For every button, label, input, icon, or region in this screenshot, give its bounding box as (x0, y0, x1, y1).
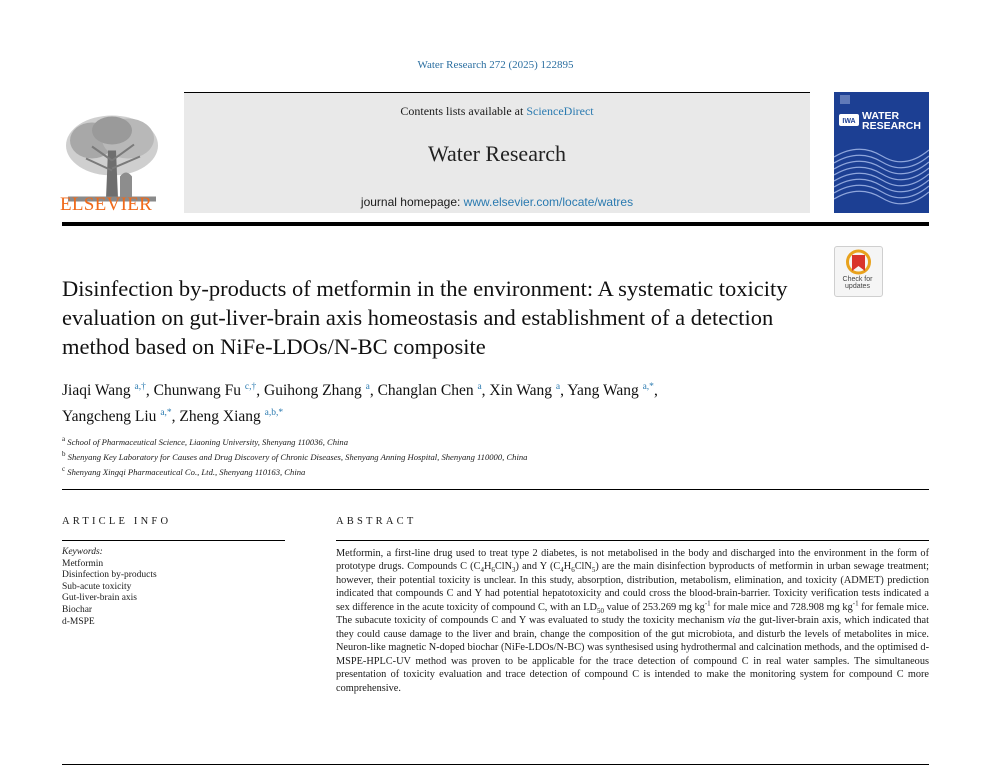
affiliation-text: Shenyang Key Laboratory for Causes and Drug Discovery of Chronic Diseases, Shenyang Anning Hospital, Shenyang 110000, China (67, 451, 528, 462)
bottom-rule (62, 764, 929, 765)
check-updates-label: Check for updates (842, 276, 873, 290)
unit-superscript: -1 (704, 599, 711, 608)
abstract-text: for female mice. The subacute toxicity of compounds C and Y was evaluated to study the toxicity mechanism (336, 601, 930, 627)
abstract-text: Metformin, a first-line drug used to treat type 2 diabetes, is not metabolised in the body and discharged into the environment in the form of prototype drugs. Compounds C ( (336, 548, 929, 573)
author-name[interactable]: Yangcheng Liu (62, 408, 157, 426)
cover-title-line1: WATER (862, 110, 900, 122)
formula-compound-y: $C_4H_6ClN_5$ (553, 561, 596, 575)
sciencedirect-link[interactable]: ScienceDirect (526, 104, 594, 118)
affiliation-text: School of Pharmaceutical Science, Liaoning University, Shenyang 110036, China (67, 436, 349, 447)
affiliation-line (62, 448, 922, 463)
abstract-text: value of 253.269 mg kg (603, 601, 705, 613)
author-affiliation-marker[interactable]: c,† (244, 382, 257, 392)
affiliation-line (62, 433, 922, 448)
abstract-text: the gut-liver-brain axis, which indicated that they could cause damage to the liver and brain, change the composition of the gut microbiota, and disturb the levels of metabolites in mice. Neuron-like magnetic N-doped biochar (NiFe-LDOs/N-BC) was synthesised using hydrothermal and calcination methods, and the optimised d-MSPE-HPLC-UV method was proven to be applicable for the trace detection of compound C in real water samples. The simultaneous presentation of toxicity evaluation and trace detection of compound C is intended to make the monitoring system for compound C more comprehensive. (336, 615, 929, 694)
author-separator: , (481, 382, 490, 400)
journal-name: Water Research (427, 141, 567, 166)
author-name[interactable]: Chunwang Fu (153, 382, 242, 400)
affiliation-line (62, 463, 922, 478)
author-affiliation-marker[interactable]: a (365, 382, 370, 392)
keyword-item: Metformin (62, 558, 104, 569)
keyword-item: Sub-acute toxicity (62, 581, 132, 592)
keyword-item: d-MSPE (62, 616, 95, 627)
author-separator: , (145, 382, 154, 400)
abstract-italic-via: via (727, 615, 741, 627)
homepage-prefix: journal homepage: (360, 195, 464, 209)
author-separator: , (369, 382, 378, 400)
author-affiliation-marker[interactable]: a,† (134, 382, 146, 392)
article-info-heading: ARTICLE INFO (62, 516, 172, 527)
author-separator: , (560, 382, 568, 400)
author-separator: , (256, 382, 264, 400)
cover-title (862, 111, 921, 131)
author-affiliation-marker[interactable]: a,* (160, 408, 172, 419)
affiliation-label: b (62, 449, 66, 458)
formula-compound-c: $C_4H_6ClN_3$ (473, 561, 516, 575)
keyword-item: Gut-liver-brain axis (62, 593, 137, 604)
abstract-rule (336, 540, 929, 541)
check-updates-icon (835, 247, 882, 277)
author-name[interactable]: Xin Wang (489, 382, 553, 400)
keywords-block (62, 547, 282, 628)
keyword-item: Disinfection by-products (62, 570, 157, 581)
abstract-text: for male mice and 728.908 mg kg (710, 601, 853, 613)
author-list (62, 376, 832, 428)
author-affiliation-marker[interactable]: a (555, 382, 561, 392)
author-name[interactable]: Jiaqi Wang (62, 382, 131, 400)
author-separator: , (653, 382, 658, 400)
keywords-label: Keywords: (62, 547, 103, 557)
author-affiliation-marker[interactable]: a,* (642, 382, 654, 392)
unit-superscript: -1 (852, 599, 859, 608)
abstract-text: ) and Y ( (515, 561, 554, 573)
elsevier-wordmark[interactable]: ELSEVIER (60, 194, 153, 215)
abstract-heading: ABSTRACT (336, 516, 417, 527)
affiliation-text: Shenyang Xingqi Pharmaceutical Co., Ltd., Shenyang 110163, China (67, 466, 306, 477)
author-affiliation-marker[interactable]: a,b,* (264, 408, 284, 419)
cover-badge-text: IWA (842, 118, 856, 125)
author-separator: , (171, 408, 180, 426)
article-info-rule (62, 540, 285, 541)
author-name[interactable]: Guihong Zhang (264, 382, 362, 400)
affiliation-label: a (62, 435, 66, 443)
contents-prefix: Contents lists available at (400, 104, 527, 118)
author-name[interactable]: Yang Wang (567, 382, 639, 400)
abstract-text: ) are the main disinfection byproducts of metformin in urban sewage treatment; however, their potential toxicity is unclear. In this study, absorption, distribution, metabolism, elimination, and toxicity (ADMET) prediction indicated that compounds C and Y had potential hepatotoxicity and could cross the blood-brain-barrier. Toxicity verification tests indicated a sex difference in the acute toxicity of compound C, with an LD (336, 561, 929, 613)
homepage-link[interactable]: www.elsevier.com/locate/watres (463, 195, 634, 209)
section-rule (62, 489, 929, 490)
cover-title-line2: RESEARCH (862, 120, 921, 132)
author-name[interactable]: Zheng Xiang (179, 408, 261, 426)
citation-link[interactable]: Water Research 272 (2025) 122895 (417, 59, 574, 71)
abstract-body (336, 547, 929, 695)
contents-line (184, 104, 810, 119)
affiliation-label: c (62, 464, 66, 473)
article-title: Disinfection by-products of metformin in the environment: A systematic toxicity evaluation on gut-liver-brain axis homeostasis and establishment of a detection method based on NiFe-LDOs/N-BC composite (62, 276, 788, 359)
author-affiliation-marker[interactable]: a (477, 382, 482, 392)
affiliations (62, 433, 922, 478)
author-name[interactable]: Changlan Chen (377, 382, 474, 400)
header-thick-rule (62, 222, 929, 226)
keyword-item: Biochar (62, 604, 93, 615)
ld50-subscript: 50 (596, 606, 604, 615)
journal-homepage (184, 195, 810, 209)
